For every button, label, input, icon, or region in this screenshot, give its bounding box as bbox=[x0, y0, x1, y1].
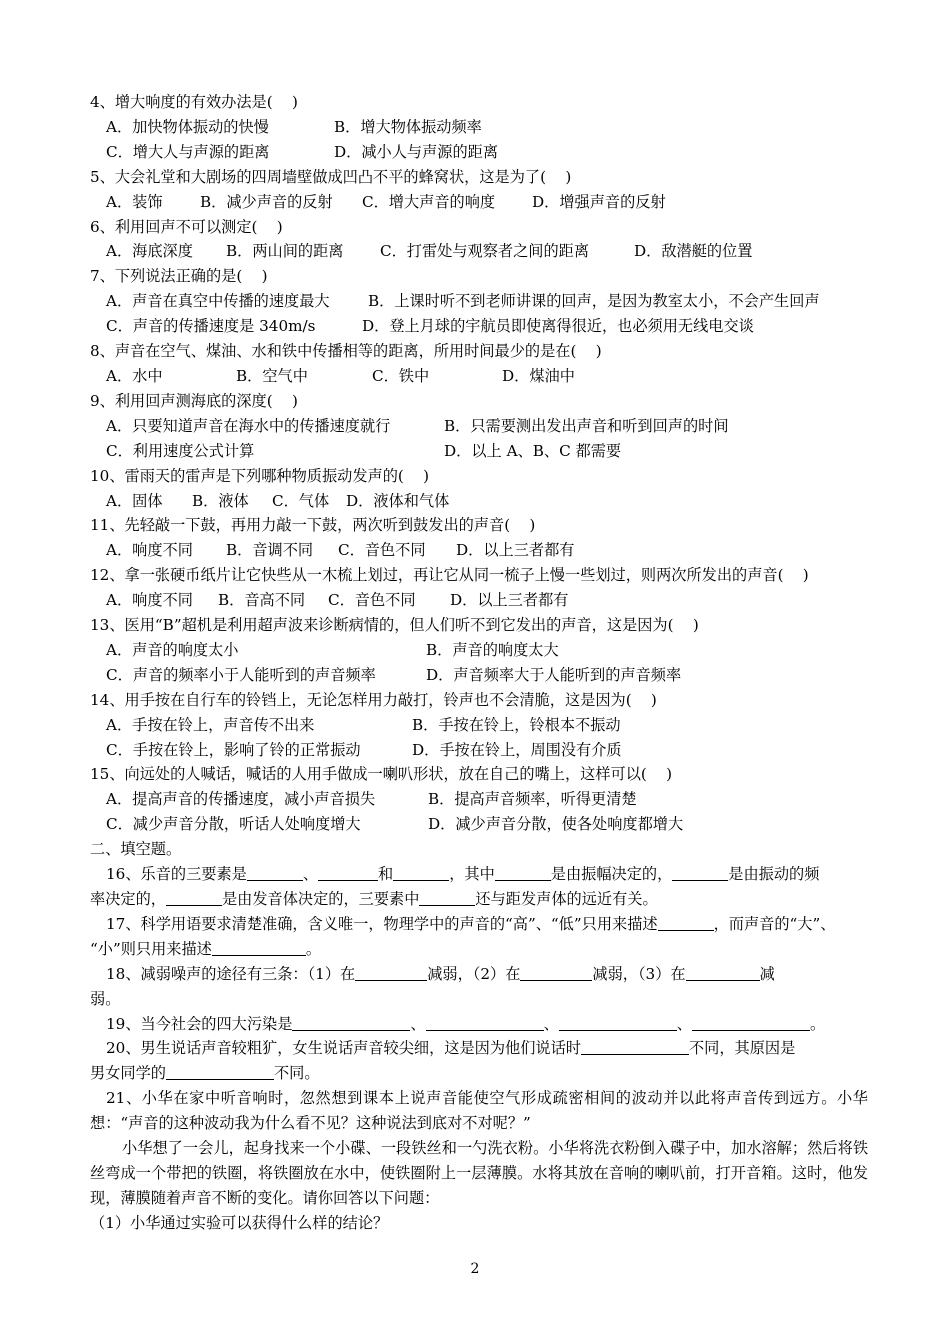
question-5-stem: 5、大会礼堂和大剧场的四周墙壁做成凹凸不平的蜂窝状，这是为了( ) bbox=[90, 167, 572, 186]
question-17-line-1 bbox=[90, 912, 868, 937]
question-18-line-2: 弱。 bbox=[90, 989, 121, 1008]
answer-blank[interactable] bbox=[581, 1038, 689, 1055]
question-16-line-1 bbox=[90, 862, 868, 887]
option-b: B．减少声音的反射 bbox=[200, 192, 333, 211]
option-d: D．手按在铃上，周围没有介质 bbox=[412, 740, 622, 759]
option-b: B．只需要测出发出声音和听到回声的时间 bbox=[444, 416, 729, 435]
q18-text: 减 bbox=[759, 964, 775, 983]
q19-end: 。 bbox=[809, 1014, 826, 1033]
question-13-stem: 13、医用“B”超机是利用超声波来诊断病情的，但人们听不到它发出的声音，这是因为( ) bbox=[90, 616, 699, 635]
q19-sep: 、 bbox=[676, 1014, 692, 1033]
option-c: C．音色不同 bbox=[328, 591, 416, 610]
question-13-options-row-1 bbox=[90, 638, 868, 663]
option-a: A．装饰 bbox=[106, 192, 163, 211]
answer-blank[interactable] bbox=[318, 864, 378, 881]
q20-text: 不同，其原因是 bbox=[688, 1039, 796, 1058]
question-11-options bbox=[90, 538, 868, 563]
question-15-stem: 15、向远处的人喊话，喊话的人用手做成一喇叭形状，放在自己的嘴上，这样可以( ) bbox=[90, 765, 673, 784]
option-a: A．响度不同 bbox=[106, 541, 193, 560]
option-a: A．加快物体振动的快慢 bbox=[106, 117, 269, 136]
q18-text: 减弱，（2）在 bbox=[427, 964, 521, 983]
option-b: B．音高不同 bbox=[218, 591, 306, 610]
option-b: B．手按在铃上，铃根本不振动 bbox=[412, 715, 621, 734]
question-21-subquestion-1: （1）小华通过实验可以获得什么样的结论？ bbox=[90, 1213, 389, 1232]
question-21-paragraph-1: 21、小华在家中听音响时，忽然想到课本上说声音能使空气形成疏密相间的波动并以此将声音传到远方。小华想：“声音的这种波动我为什么看不见？这种说法到底对不对呢？” bbox=[90, 1089, 868, 1133]
q19-sep: 、 bbox=[410, 1014, 426, 1033]
question-4-options-row-2 bbox=[90, 140, 868, 165]
q17-text: ，而声音的“大”、 bbox=[713, 914, 836, 933]
answer-blank[interactable] bbox=[393, 864, 449, 881]
option-a: A．响度不同 bbox=[106, 591, 193, 610]
question-7-stem: 7、下列说法正确的是( ) bbox=[90, 267, 268, 286]
question-21-paragraph-2: 小华想了一会儿，起身找来一个小碟、一段铁丝和一勺洗衣粉。小华将洗衣粉倒入碟子中，加水溶解；然后将铁丝弯成一个带把的铁圈，将铁圈放在水中，使铁圈附上一层薄膜。水将其放在音响的喇叭前，打开音箱。这时，他发现，薄膜随着声音不断的变化。请你回答以下问题： bbox=[90, 1139, 868, 1207]
question-14-options-row-2 bbox=[90, 738, 868, 763]
q20-text: 20、男生说话声音较粗犷，女生说话声音较尖细，这是因为他们说话时 bbox=[106, 1039, 581, 1058]
question-9-stem: 9、利用回声测海底的深度( ) bbox=[90, 391, 298, 410]
answer-blank[interactable] bbox=[292, 1014, 410, 1031]
question-11-stem: 11、先轻敲一下鼓，再用力敲一下鼓，两次听到鼓发出的声音( ) bbox=[90, 516, 536, 535]
option-d: D．以上三者都有 bbox=[450, 591, 569, 610]
question-16-line-2 bbox=[90, 887, 868, 912]
question-9-options-row-2 bbox=[90, 439, 868, 464]
question-9-options-row-1 bbox=[90, 414, 868, 439]
q16-text: 是由振幅决定的， bbox=[550, 865, 673, 884]
q18-text: 18、减弱噪声的途径有三条：（1）在 bbox=[106, 964, 356, 983]
option-b: B．上课时听不到老师讲课的回声，是因为教室太小，不会产生回声 bbox=[368, 292, 820, 311]
question-12-stem: 12、拿一张硬币纸片让它快些从一木梳上划过，再让它从同一梳子上慢一些划过，则两次所发出的声音( ) bbox=[90, 566, 809, 585]
option-b: B．声音的响度太大 bbox=[426, 640, 559, 659]
option-b: B．空气中 bbox=[236, 366, 308, 385]
question-20-line-1 bbox=[90, 1036, 868, 1061]
question-4-stem: 4、增大响度的有效办法是( ) bbox=[90, 93, 298, 111]
question-8-stem: 8、声音在空气、煤油、水和铁中传播相等的距离，所用时间最少的是在( ) bbox=[90, 342, 602, 361]
option-a: A．提高声音的传播速度，减小声音损失 bbox=[106, 790, 376, 809]
q16-text: 、 bbox=[302, 865, 319, 884]
option-b: B．增大物体振动频率 bbox=[334, 117, 482, 136]
question-5-options bbox=[90, 190, 868, 215]
option-d: D．煤油中 bbox=[502, 366, 575, 385]
q19-sep: 、 bbox=[543, 1014, 559, 1033]
option-a: A．海底深度 bbox=[106, 242, 193, 261]
question-14-options-row-1 bbox=[90, 713, 868, 738]
option-c: C．声音的传播速度是 340m/s bbox=[106, 317, 316, 336]
option-a: A．水中 bbox=[106, 366, 163, 385]
option-c: C．铁中 bbox=[372, 366, 430, 385]
answer-blank[interactable] bbox=[247, 864, 303, 881]
answer-blank[interactable] bbox=[686, 964, 760, 981]
q16-text: 是由振动的频 bbox=[728, 865, 820, 884]
option-d: D．登上月球的宇航员即使离得很近，也必须用无线电交谈 bbox=[362, 317, 754, 336]
option-d: D．减小人与声源的距离 bbox=[334, 142, 499, 161]
question-8-options bbox=[90, 364, 868, 389]
option-a: A．手按在铃上，声音传不出来 bbox=[106, 715, 315, 734]
option-a: A．固体 bbox=[106, 491, 163, 510]
option-b: B．液体 bbox=[192, 491, 249, 510]
question-7-options-row-1 bbox=[90, 289, 868, 314]
answer-blank[interactable] bbox=[520, 964, 592, 981]
option-c: C．手按在铃上，影响了铃的正常振动 bbox=[106, 740, 361, 759]
answer-blank[interactable] bbox=[426, 1014, 544, 1031]
option-d: D．敌潜艇的位置 bbox=[634, 242, 753, 261]
answer-blank[interactable] bbox=[692, 1014, 810, 1031]
option-a: A．声音的响度太小 bbox=[106, 640, 239, 659]
option-b: B．音调不同 bbox=[226, 541, 314, 560]
option-d: D．减少声音分散，使各处响度都增大 bbox=[428, 815, 684, 834]
question-6-stem: 6、利用回声不可以测定( ) bbox=[90, 217, 283, 236]
option-c: C．减少声音分散，听话人处响度增大 bbox=[106, 815, 361, 834]
question-15-options-row-2 bbox=[90, 812, 868, 837]
answer-blank[interactable] bbox=[495, 864, 551, 881]
option-d: D．液体和气体 bbox=[346, 491, 450, 510]
question-6-options bbox=[90, 239, 868, 264]
question-14-stem: 14、用手按在自行车的铃铛上，无论怎样用力敲打，铃声也不会清脆，这是因为( ) bbox=[90, 690, 657, 709]
question-19 bbox=[90, 1012, 868, 1037]
option-c: C．打雷处与观察者之间的距离 bbox=[380, 242, 590, 261]
option-b: B．两山间的距离 bbox=[226, 242, 344, 261]
q17-text: “小”则只用来描述 bbox=[90, 939, 212, 958]
question-17-line-2 bbox=[90, 937, 868, 962]
answer-blank[interactable] bbox=[166, 1063, 274, 1080]
option-c: C．气体 bbox=[272, 491, 330, 510]
answer-blank[interactable] bbox=[658, 914, 714, 931]
option-c: C．声音的频率小于人能听到的声音频率 bbox=[106, 665, 376, 684]
q18-text: 减弱，（3）在 bbox=[592, 964, 686, 983]
q16-text: 率决定的， bbox=[90, 890, 166, 908]
question-4-options-row-1 bbox=[90, 115, 868, 140]
q20-text: 不同。 bbox=[273, 1064, 320, 1083]
q16-text: 和 bbox=[378, 865, 394, 884]
option-c: C．增大声音的响度 bbox=[362, 192, 496, 211]
q16-text: 还与距发声体的远近有关。 bbox=[475, 890, 658, 908]
question-10-stem: 10、雷雨天的雷声是下列哪种物质振动发声的( ) bbox=[90, 466, 430, 485]
q20-text: 男女同学的 bbox=[90, 1064, 166, 1083]
option-b: B．提高声音频率，听得更清楚 bbox=[428, 790, 637, 809]
answer-blank[interactable] bbox=[166, 889, 222, 906]
option-c: C．音色不同 bbox=[338, 541, 426, 560]
question-15-options-row-1 bbox=[90, 787, 868, 812]
answer-blank[interactable] bbox=[559, 1014, 677, 1031]
q17-text: 。 bbox=[305, 939, 322, 958]
answer-blank[interactable] bbox=[355, 964, 427, 981]
option-d: D．以上三者都有 bbox=[456, 541, 575, 560]
question-13-options-row-2 bbox=[90, 663, 868, 688]
question-18-line-1 bbox=[90, 962, 868, 987]
option-a: A．只要知道声音在海水中的传播速度就行 bbox=[106, 416, 391, 435]
question-7-options-row-2 bbox=[90, 314, 868, 339]
answer-blank[interactable] bbox=[419, 889, 475, 906]
q16-text: ，其中 bbox=[449, 865, 495, 884]
q16-text: 16、乐音的三要素是 bbox=[106, 865, 247, 884]
q19-text: 19、当今社会的四大污染是 bbox=[106, 1014, 293, 1033]
page-number: 2 bbox=[470, 1261, 480, 1277]
answer-blank[interactable] bbox=[212, 939, 306, 956]
option-d: D．声音频率大于人能听到的声音频率 bbox=[426, 665, 682, 684]
q17-text: 17、科学用语要求清楚准确，含义唯一，物理学中的声音的“高”、“低”只用来描述 bbox=[106, 914, 658, 933]
option-c: C．利用速度公式计算 bbox=[106, 441, 255, 460]
option-c: C．增大人与声源的距离 bbox=[106, 142, 270, 161]
answer-blank[interactable] bbox=[672, 864, 728, 881]
question-20-line-2 bbox=[90, 1061, 868, 1086]
q16-text: 是由发音体决定的，三要素中 bbox=[221, 890, 420, 908]
option-d: D．以上 A、B、C 都需要 bbox=[444, 441, 622, 460]
question-10-options bbox=[90, 489, 868, 514]
option-a: A．声音在真空中传播的速度最大 bbox=[106, 292, 330, 311]
question-12-options bbox=[90, 588, 868, 613]
option-d: D．增强声音的反射 bbox=[532, 192, 666, 211]
section-heading-fill-in: 二、填空题。 bbox=[90, 840, 182, 859]
exam-page bbox=[90, 90, 868, 1236]
